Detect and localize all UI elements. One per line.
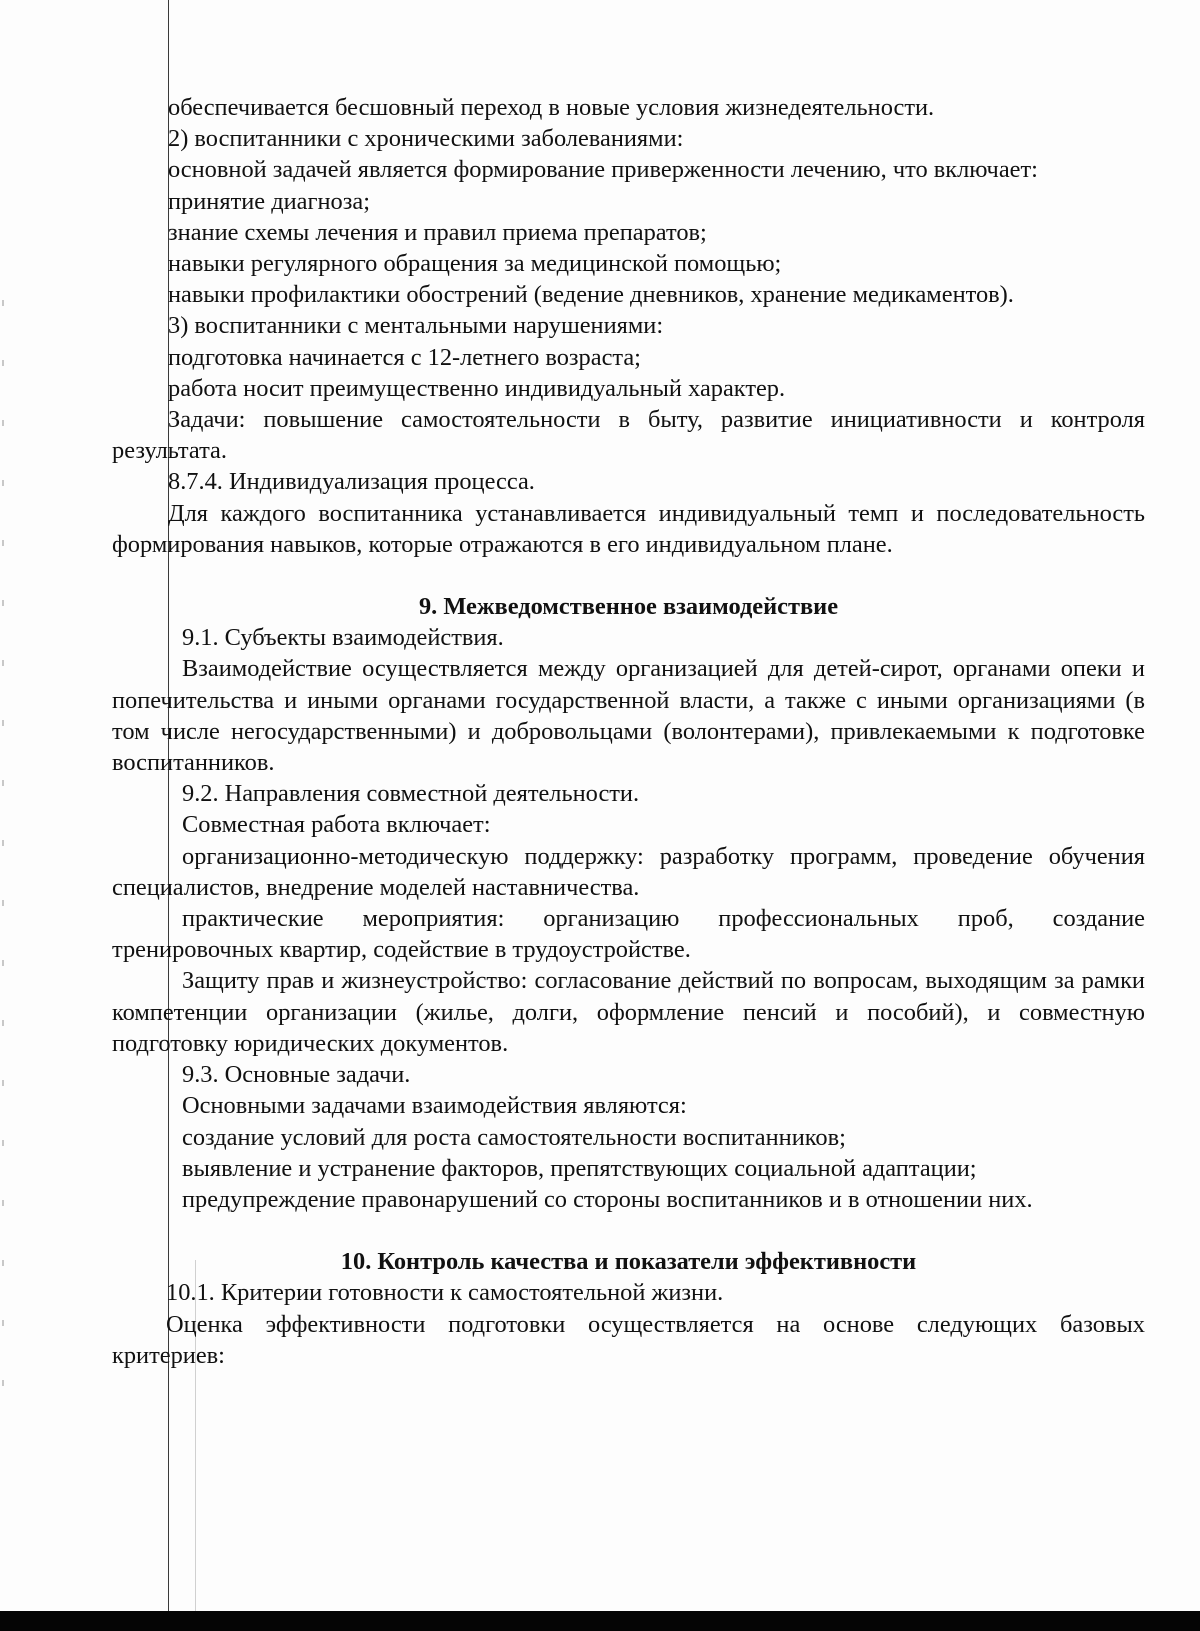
paragraph: принятие диагноза; xyxy=(168,187,370,215)
paragraph: Совместная работа включает: xyxy=(182,811,491,839)
paragraph: 3) воспитанники с ментальными нарушениями: xyxy=(168,312,664,340)
paragraph: обеспечивается бесшовный переход в новые условия жизнедеятельности. xyxy=(168,94,935,121)
spacer xyxy=(112,1215,1145,1246)
paragraph: Защиту прав и жизнеустройство: согласование действий по вопросам, выходящим за рамки компетенции организации (жилье, долги, оформление пенсий и пособий), и совместную подготовку юридических документов. xyxy=(112,967,1145,1057)
section-9-heading: 9. Межведомственное взаимодействие xyxy=(418,593,839,621)
paragraph: выявление и устранение факторов, препятствующих социальной адаптации; xyxy=(182,1154,977,1182)
spacer xyxy=(112,560,1145,591)
paragraph: 2) воспитанники с хроническими заболеваниями: xyxy=(168,125,684,153)
paragraph: 8.7.4. Индивидуализация процесса. xyxy=(168,468,535,496)
paragraph: 10.1. Критерии готовности к самостоятельной жизни. xyxy=(166,1279,724,1307)
paragraph: 9.1. Субъекты взаимодействия. xyxy=(182,624,504,652)
paragraph: 9.3. Основные задачи. xyxy=(182,1061,411,1089)
paragraph: Для каждого воспитанника устанавливается индивидуальный темп и последовательность формирования навыков, которые отражаются в его индивидуальном плане. xyxy=(112,499,1145,558)
paragraph: навыки профилактики обострений (ведение дневников, хранение медикаментов). xyxy=(168,281,1014,309)
paragraph: предупреждение правонарушений со стороны воспитанников и в отношении них. xyxy=(182,1185,1033,1213)
paragraph: создание условий для роста самостоятельности воспитанников; xyxy=(182,1123,846,1151)
paragraph: навыки регулярного обращения за медицинской помощью; xyxy=(168,250,782,278)
paragraph: 9.2. Направления совместной деятельности. xyxy=(182,780,640,808)
paragraph: Взаимодействие осуществляется между организацией для детей-сирот, органами опеки и попечительства и иными органами государственной власти, а также с иными организациями (в том числе негосударственными) и добровольцами (волонтерами), привлекаемыми к подготовке воспитанников. xyxy=(112,655,1145,777)
section-10-heading: 10. Контроль качества и показатели эффективности xyxy=(340,1248,917,1276)
paragraph: основной задачей является формирование приверженности лечению, что включает: xyxy=(168,156,1038,184)
scan-edge-marks xyxy=(2,300,4,1400)
paragraph: знание схемы лечения и правил приема препаратов; xyxy=(168,218,707,246)
paragraph: работа носит преимущественно индивидуальный характер. xyxy=(168,374,786,402)
document-body xyxy=(112,92,1145,1371)
paragraph: практические мероприятия: организацию профессиональных проб, создание тренировочных квартир, содействие в трудоустройстве. xyxy=(112,905,1145,964)
paragraph: подготовка начинается с 12-летнего возраста; xyxy=(168,343,641,371)
paragraph: Задачи: повышение самостоятельности в быту, развитие инициативности и контроля результата. xyxy=(112,406,1145,465)
paragraph: Основными задачами взаимодействия являются: xyxy=(182,1092,687,1120)
scan-bottom-edge xyxy=(0,1611,1200,1631)
paragraph: Оценка эффективности подготовки осуществляется на основе следующих базовых критериев: xyxy=(112,1310,1145,1369)
paragraph: организационно-методическую поддержку: разработку программ, проведение обучения специалистов, внедрение моделей наставничества. xyxy=(112,842,1145,901)
